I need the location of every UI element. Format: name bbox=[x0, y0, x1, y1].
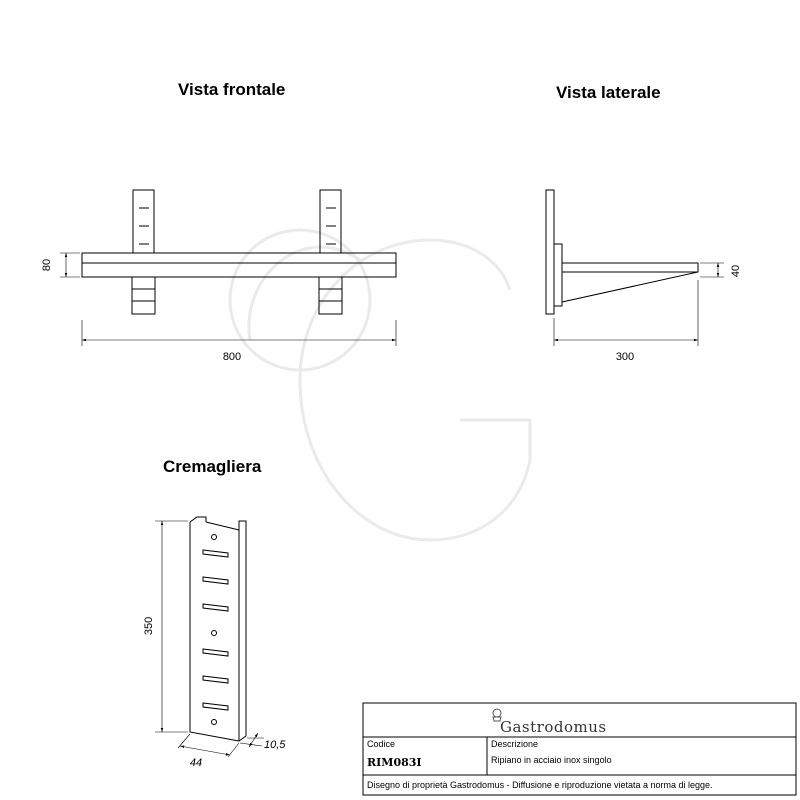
description-value: Ripiano in acciaio inox singolo bbox=[491, 755, 612, 765]
rack-depth-dimension: 10,5 bbox=[264, 739, 286, 751]
rack-view bbox=[155, 517, 264, 757]
front-view bbox=[60, 190, 396, 346]
rack-view-title: Cremagliera bbox=[163, 457, 262, 476]
side-depth-dimension: 300 bbox=[615, 351, 635, 363]
rack-height-dimension: 350 bbox=[143, 616, 155, 636]
description-label: Descrizione bbox=[491, 739, 539, 749]
brand-name: Gastrodomus bbox=[500, 718, 607, 736]
code-value: RIM083I bbox=[367, 756, 422, 769]
front-height-dimension: 80 bbox=[41, 258, 53, 272]
code-label: Codice bbox=[367, 739, 396, 749]
rack-width-dimension: 44 bbox=[189, 757, 203, 769]
side-view bbox=[546, 190, 724, 346]
side-view-title: Vista laterale bbox=[556, 83, 661, 102]
front-width-dimension: 800 bbox=[222, 351, 242, 363]
side-height-dimension: 40 bbox=[730, 264, 742, 278]
front-view-title: Vista frontale bbox=[178, 80, 286, 99]
ownership-note: Disegno di proprietà Gastrodomus - Diffusione e riproduzione vietata a norma di legge. bbox=[367, 780, 713, 790]
rack-slots bbox=[203, 550, 228, 710]
